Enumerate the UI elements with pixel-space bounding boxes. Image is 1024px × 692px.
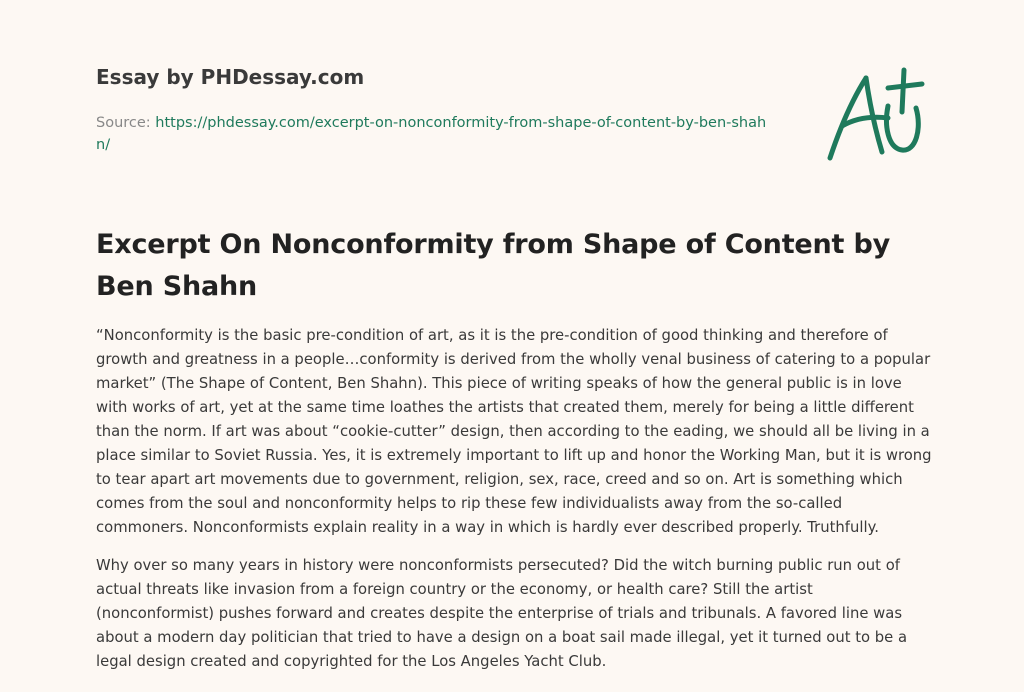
essay-title: Excerpt On Nonconformity from Shape of Content by Ben Shahn	[96, 229, 890, 302]
essay-paragraph: Why over so many years in history were nonconformists persecuted? Did the witch burning public run out of actual threats like invasion from a foreign country or the economy, or health care? Still the artist (nonconformist) pushes forward and creates despite the enterprise of trials and tribunals. A favored line was about a modern day politician that tried to have a design on a boat sail made illegal, yet it turned out to be a legal design created and copyrighted for the Los Angeles Yacht Club.	[96, 557, 908, 670]
site-title: Essay by PHDessay.com	[96, 65, 365, 89]
essay-paragraph: “Nonconformity is the basic pre-condition of art, as it is the pre-condition of good thinking and therefore of growth and greatness in a people…conformity is derived from the wholly venal business of catering to a popular market” (The Shape of Content, Ben Shahn). This piece of writing speaks of how the general public is in love with works of art, yet at the same time loathes the artists that created them, merely for being a little different than the norm. If art was about “cookie-cutter” design, then according to the eading, we should all be living in a place similar to Soviet Russia. Yes, it is extremely important to lift up and honor the Working Man, but it is wrong to tear apart art movements due to government, religion, sex, race, creed and so on. Art is something which comes from the soul and nonconformity helps to rip these few individualists away from the so-called commoners. Nonconformists explain reality in a way in which is hardly ever described properly. Truthfully.	[96, 327, 932, 536]
site-header	[96, 62, 796, 156]
essay-body	[96, 324, 932, 688]
source-line	[96, 112, 776, 156]
a-plus-logo-icon	[822, 66, 932, 166]
source-link[interactable]: https://phdessay.com/excerpt-on-nonconformity-from-shape-of-content-by-ben-shahn/	[96, 115, 767, 153]
source-label: Source:	[96, 115, 151, 131]
